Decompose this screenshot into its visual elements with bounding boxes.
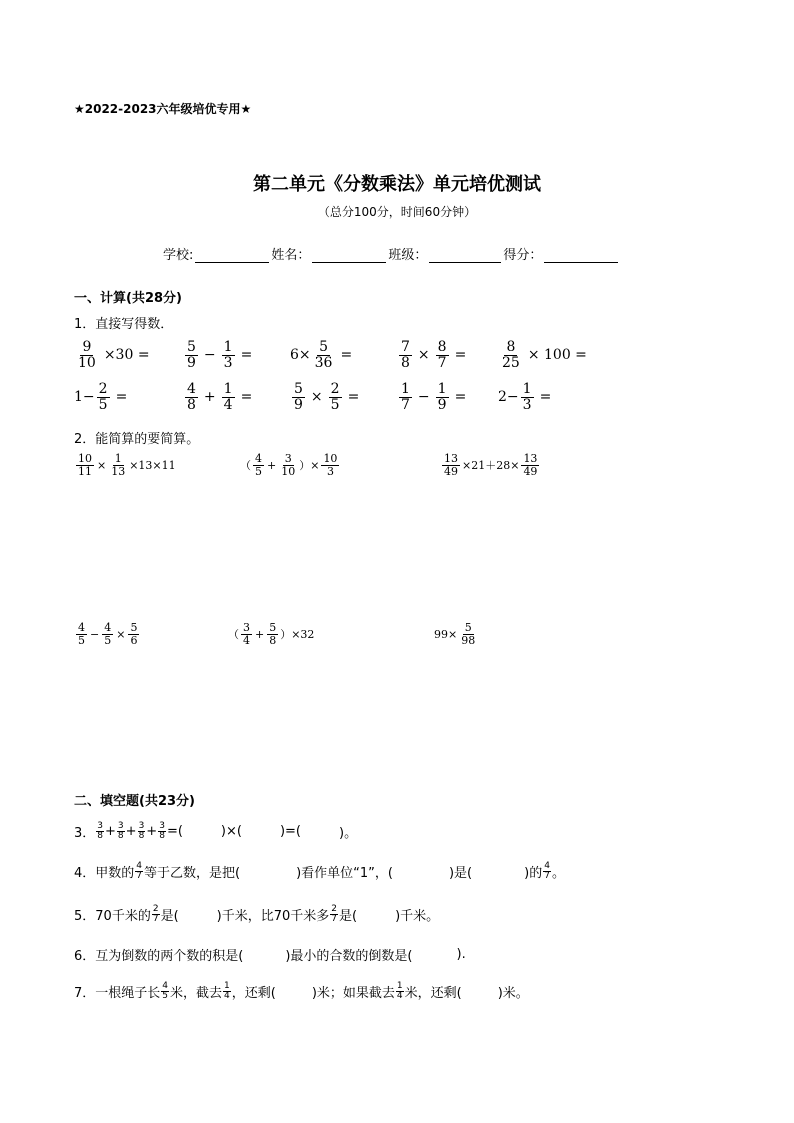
q1-item-4: $\frac{7}{8}$ × $\frac{8}{7}$ = <box>401 339 467 371</box>
school-label: 学校: <box>163 248 194 263</box>
q1-item-9: $\frac{1}{7}$ − $\frac{1}{9}$ = <box>401 381 467 413</box>
q1-prompt: 1．直接写得数． <box>74 317 174 332</box>
q2-item-1: $\frac{10}{11}$ × $\frac{1}{13}$ ×13×11 <box>78 452 176 478</box>
q1-item-6: 1− $\frac{2}{5}$ = <box>74 381 128 413</box>
q5: 5．70千米的 $\frac{2}{7}$ 是( )千米，比70千米多 $\frac{2}{7}$ 是( )千米。 <box>74 904 440 924</box>
fraction: $\frac{9}{10}$ <box>78 339 96 371</box>
q1-item-1: $\frac{9}{10}$ ×30 = <box>78 339 150 371</box>
page-subtitle: （总分100分，时间60分钟） <box>317 205 477 219</box>
section1-heading: 一、计算(共28分) <box>74 291 182 306</box>
q2-item-2: （ $\frac{4}{5}$ + $\frac{3}{10}$ ）× $\frac{10}{3}$ <box>240 452 338 478</box>
q2-prompt: 2．能简算的要简算。 <box>74 432 200 447</box>
q1-item-3: 6× $\frac{5}{36}$ = <box>290 339 353 371</box>
q7: 7．一根绳子长 $\frac{4}{5}$ 米，截去 $\frac{1}{4}$ ，还剩( )米；如果截去 $\frac{1}{4}$ 米，还剩( )米。 <box>74 981 529 1001</box>
school-field[interactable] <box>195 248 269 263</box>
q3: 3． $\frac{3}{8}$ + $\frac{3}{8}$ + $\frac{3}{8}$ + $\frac{3}{8}$ =( )×( )=( )。 <box>74 821 358 841</box>
q2-item-3: $\frac{13}{49}$ ×21＋28× $\frac{13}{49}$ <box>444 452 538 478</box>
q6: 6．互为倒数的两个数的积是( )最小的合数的倒数是( ). <box>74 947 466 964</box>
q4: 4．甲数的 $\frac{4}{7}$ 等于乙数，是把( )看作单位“1”，( )是( )的 $\frac{4}{7}$ 。 <box>74 861 565 881</box>
section2-heading: 二、填空题(共23分) <box>74 794 195 809</box>
score-label: 得分： <box>503 248 543 263</box>
student-info-row <box>163 244 620 263</box>
grade-tag: ★2022-2023六年级培优专用★ <box>74 102 252 116</box>
q1-item-5: $\frac{8}{25}$ × 100 = <box>502 339 587 371</box>
q1-item-7: $\frac{4}{8}$ + $\frac{1}{4}$ = <box>187 381 253 413</box>
name-label: 姓名： <box>271 248 311 263</box>
q1-item-2: $\frac{5}{9}$ − $\frac{1}{3}$ = <box>187 339 253 371</box>
q2-item-6: 99× $\frac{5}{98}$ <box>434 621 476 647</box>
q1-item-10: 2− $\frac{1}{3}$ = <box>498 381 552 413</box>
name-field[interactable] <box>312 248 386 263</box>
class-field[interactable] <box>429 248 501 263</box>
page-title: 第二单元《分数乘法》单元培优测试 <box>253 174 541 195</box>
q1-item-8: $\frac{5}{9}$ × $\frac{2}{5}$ = <box>294 381 360 413</box>
score-field[interactable] <box>544 248 618 263</box>
class-label: 班级： <box>388 248 428 263</box>
q2-item-4: $\frac{4}{5}$ − $\frac{4}{5}$ × $\frac{5}{6}$ <box>78 621 138 647</box>
q2-item-5: （ $\frac{3}{4}$ + $\frac{5}{8}$ ）×32 <box>228 621 315 647</box>
